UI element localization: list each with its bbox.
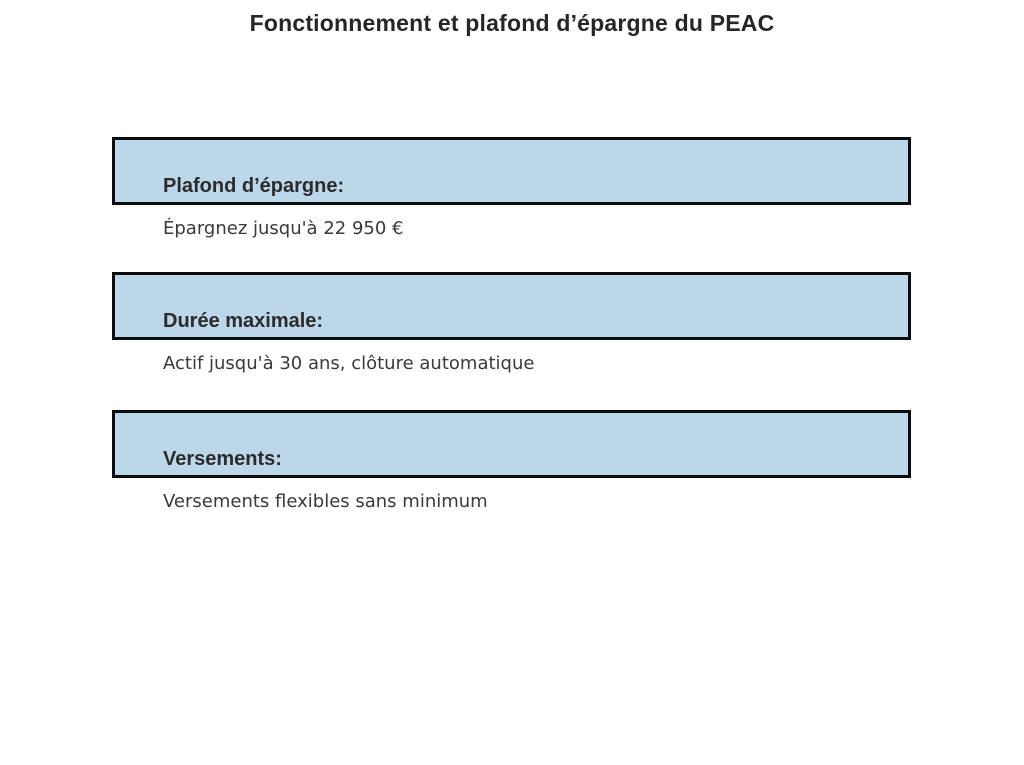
section-heading-box	[112, 137, 911, 205]
page-title: Fonctionnement et plafond d’épargne du PEAC	[249, 10, 775, 36]
section-description: Épargnez jusqu'à 22 950 €	[163, 218, 404, 239]
section-description: Versements flexibles sans minimum	[163, 491, 488, 512]
section-description: Actif jusqu'à 30 ans, clôture automatique	[163, 353, 535, 374]
section-plafond-epargne	[112, 137, 912, 239]
section-heading: Plafond d’épargne:	[163, 175, 345, 197]
section-heading: Versements:	[163, 448, 282, 470]
section-versements	[112, 410, 912, 512]
section-heading-box	[112, 410, 911, 478]
section-heading-box	[112, 272, 911, 340]
section-heading: Durée maximale:	[163, 310, 324, 332]
section-duree-maximale	[112, 272, 912, 374]
